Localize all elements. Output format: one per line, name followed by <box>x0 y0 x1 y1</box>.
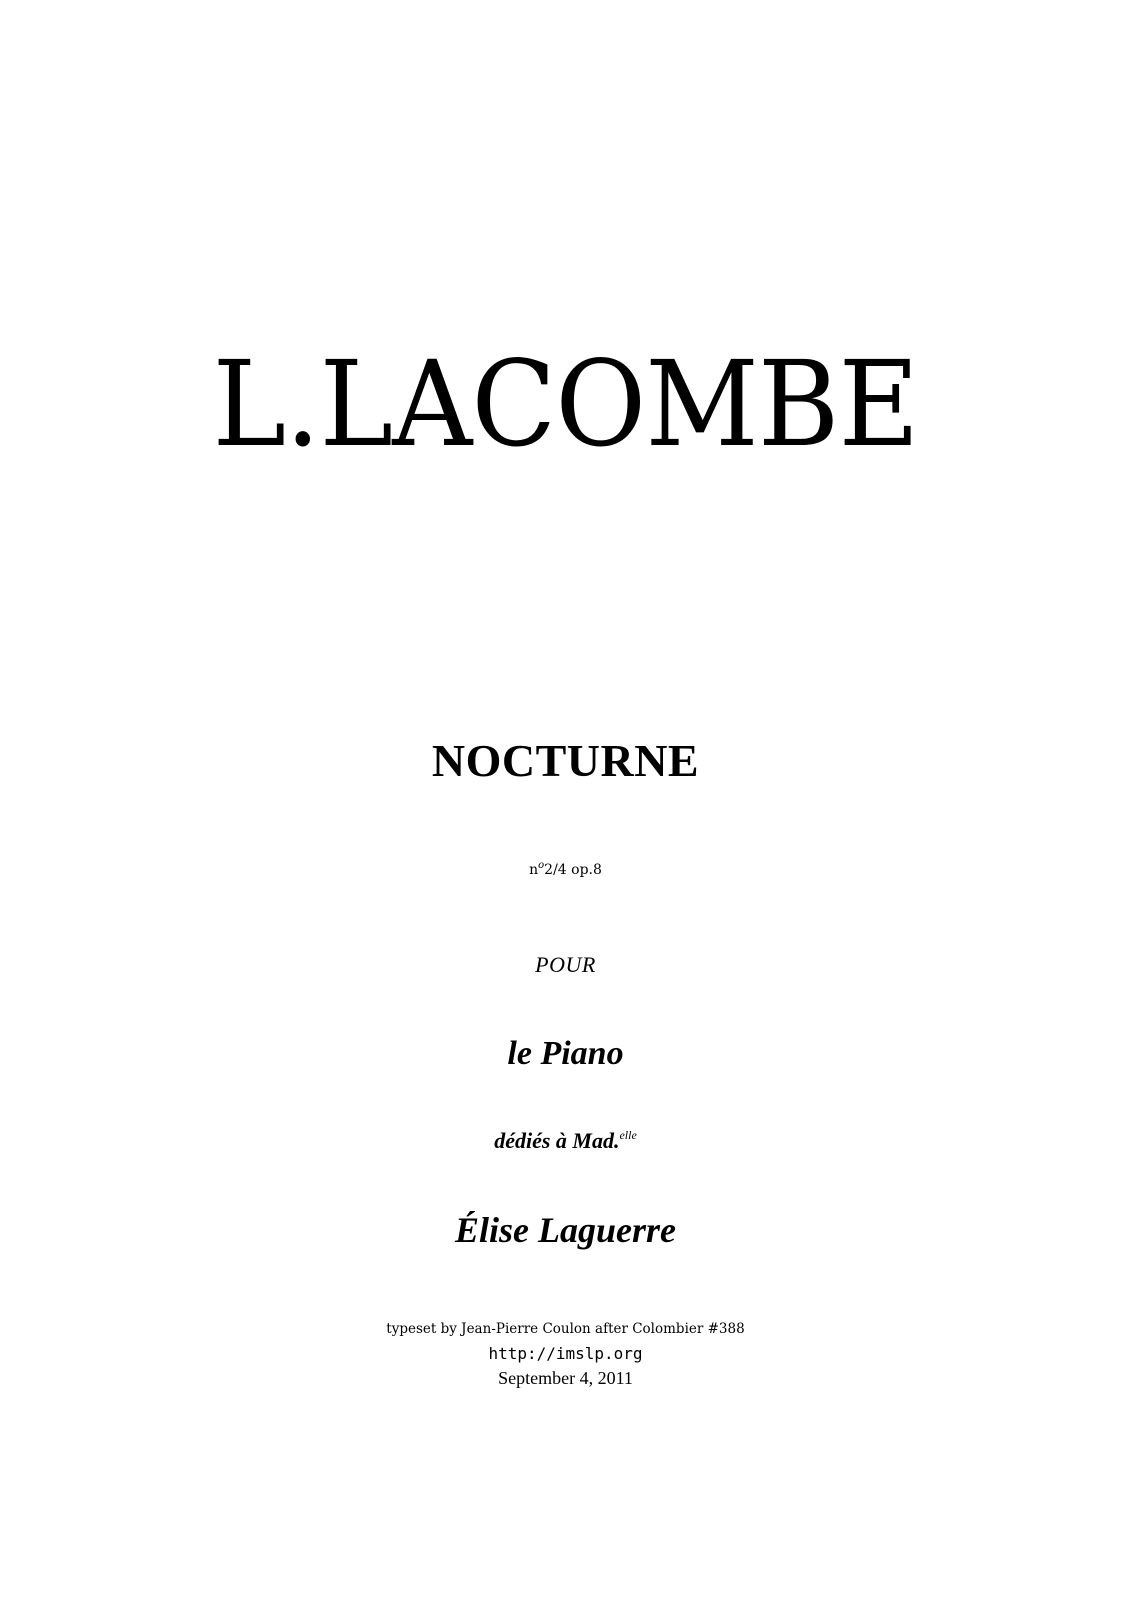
catalog-superscript: o <box>538 860 545 871</box>
composer-name: L.LACOMBE <box>212 335 919 473</box>
dedicatee-name: Élise Laguerre <box>455 1210 676 1250</box>
typeset-date: September 4, 2011 <box>498 1368 633 1388</box>
source-url: http://imslp.org <box>488 1344 643 1363</box>
dedication-text: dédiés à Mad. <box>494 1128 620 1153</box>
catalog-prefix: n <box>529 862 539 878</box>
dedication-line <box>0 1129 1131 1152</box>
pour-label: POUR <box>535 952 596 977</box>
typesetter-credit: typeset by Jean-Pierre Coulon after Colombier #388 <box>386 1321 745 1337</box>
catalog-suffix: 2/4 op.8 <box>544 862 602 878</box>
catalog-number <box>0 861 1131 877</box>
instrument-label: le Piano <box>507 1035 624 1072</box>
dedication-superscript: elle <box>619 1128 637 1142</box>
piece-title: NOCTURNE <box>431 735 700 786</box>
